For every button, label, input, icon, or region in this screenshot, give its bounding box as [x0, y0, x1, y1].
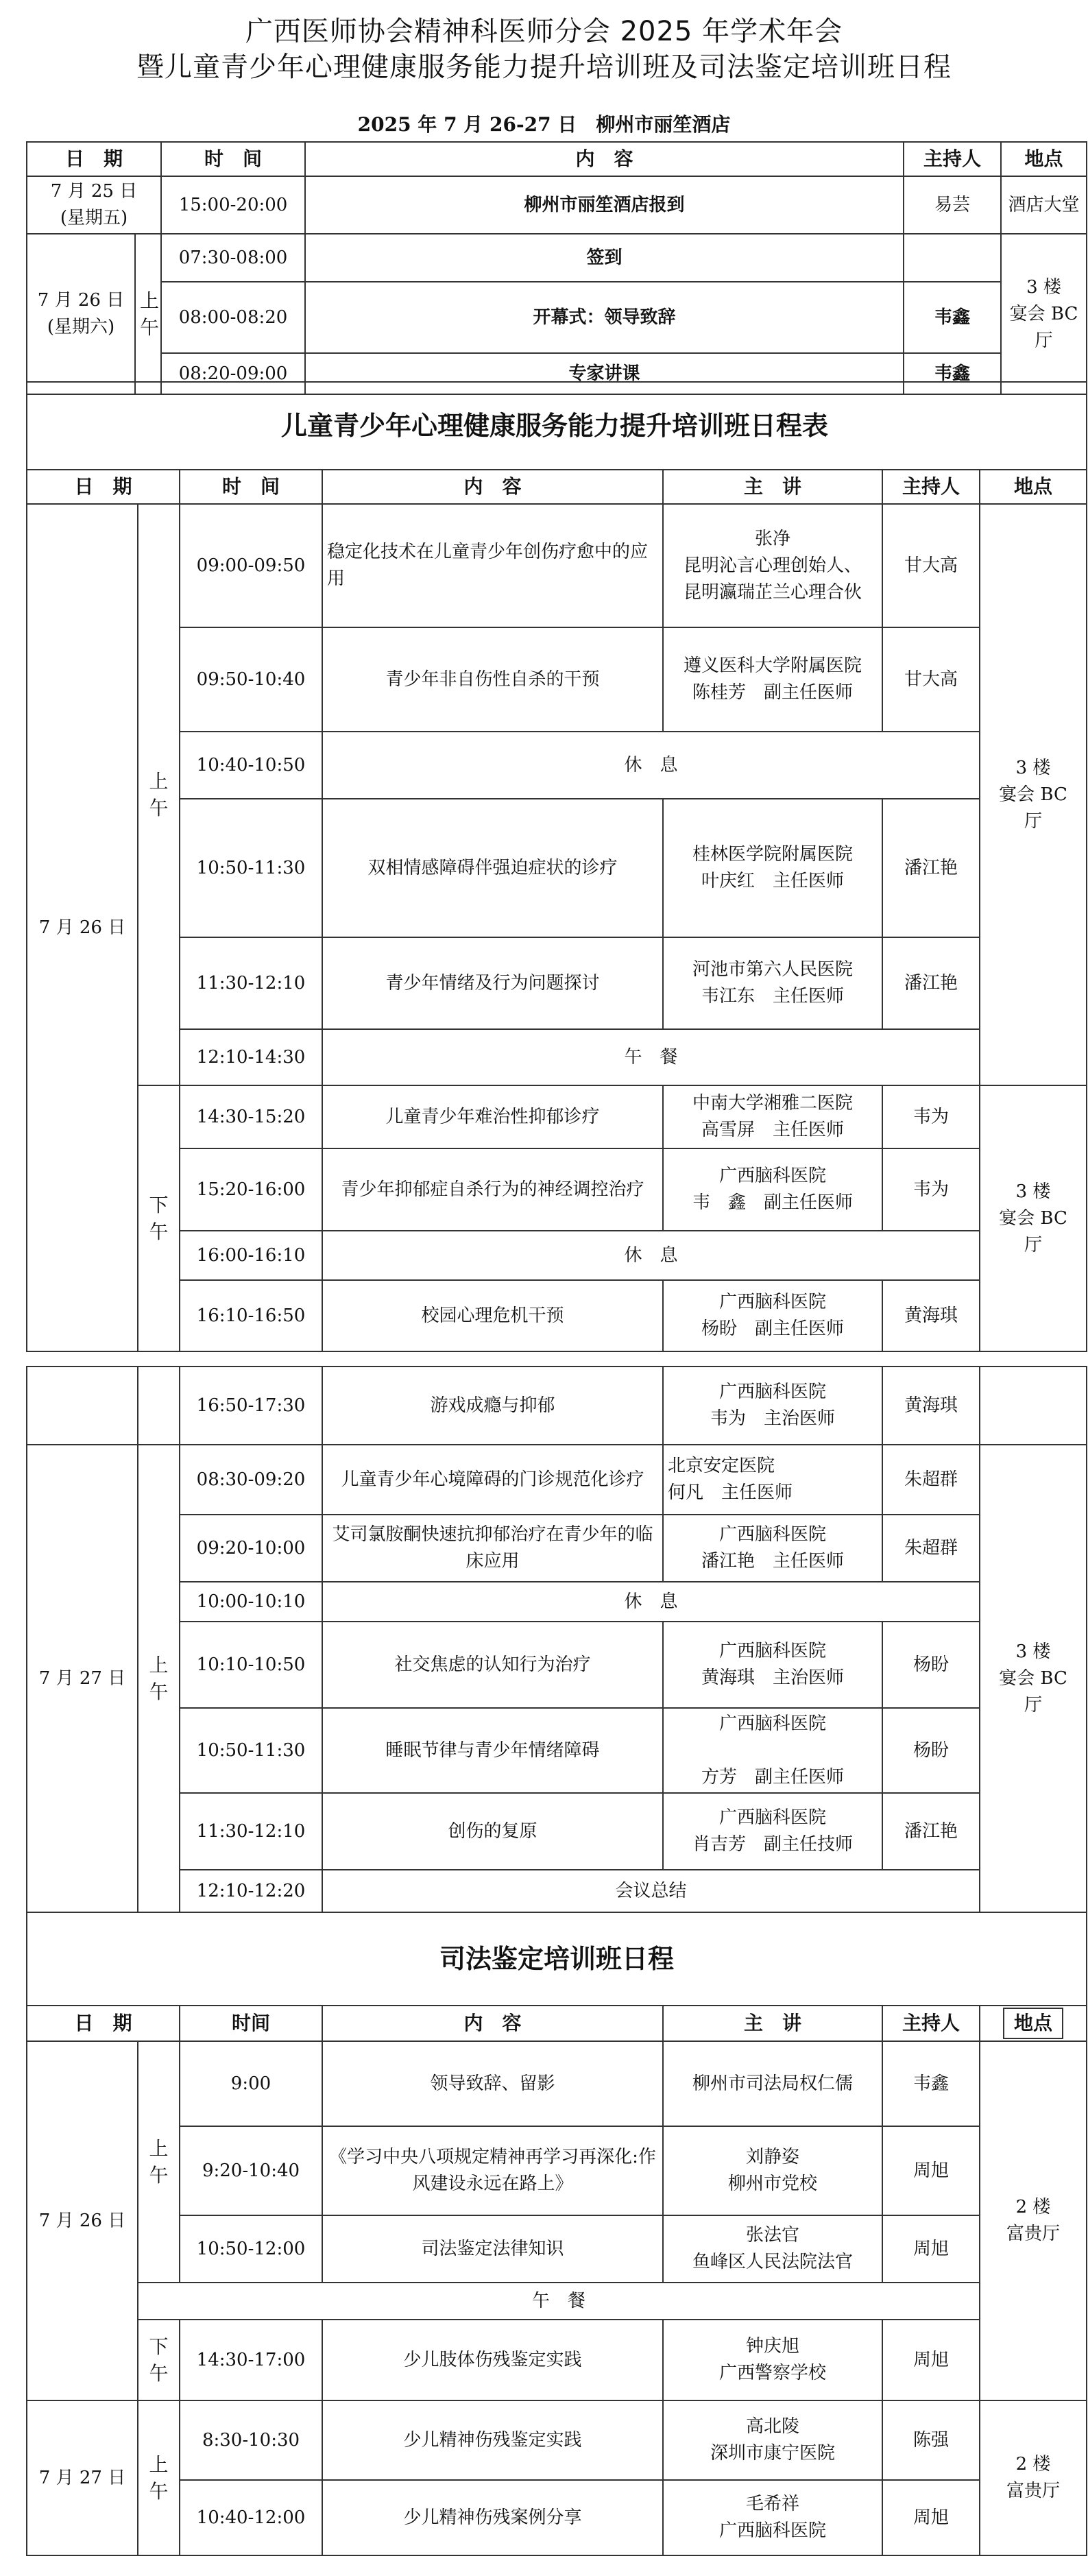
speaker-cell: 广西脑科医院 方芳 副主任医师 [663, 1708, 882, 1793]
date-cell: 7 月 27 日 [27, 2400, 138, 2555]
table-row [27, 1582, 1087, 1622]
host-cell: 甘大高 [882, 627, 980, 732]
content-cell: 青少年情绪及行为问题探讨 [322, 937, 663, 1029]
content-cell: 艾司氯胺酮快速抗抑郁治疗在青少年的临床应用 [322, 1515, 663, 1582]
content-cell: 儿童青少年心境障碍的门诊规范化诊疗 [322, 1445, 663, 1515]
lunch-cell: 午 餐 [322, 1029, 980, 1085]
time-cell: 15:20-16:00 [180, 1148, 322, 1231]
col-header-speaker: 主 讲 [663, 470, 882, 504]
table-row [27, 627, 1087, 732]
host-cell: 甘大高 [882, 504, 980, 627]
col-header-venue: 地点 [1001, 142, 1087, 176]
date-cell: 7 月 26 日 (星期六) [27, 234, 135, 394]
speaker-cell: 钟庆旭 广西警察学校 [663, 2320, 882, 2400]
table-header-row [27, 142, 1087, 176]
content-cell: 司法鉴定法律知识 [322, 2215, 663, 2283]
table-header-row [27, 470, 1087, 504]
table-row [27, 2126, 1087, 2215]
col-header-date: 日 期 [27, 470, 180, 504]
host-cell: 周旭 [882, 2480, 980, 2555]
col-header-host: 主持人 [882, 2006, 980, 2041]
time-cell: 10:40-10:50 [180, 732, 322, 799]
time-cell: 9:20-10:40 [180, 2126, 322, 2215]
time-cell: 16:50-17:30 [180, 1367, 322, 1445]
col-header-time: 时间 [180, 2006, 322, 2041]
period-cell [138, 1367, 180, 1445]
speaker-cell: 广西脑科医院 韦为 主治医师 [663, 1367, 882, 1445]
time-cell: 08:00-08:20 [161, 282, 305, 353]
youth-schedule-table [26, 381, 1087, 1352]
col-header-time: 时 间 [161, 142, 305, 176]
table-row [27, 2400, 1087, 2480]
table-row [27, 1029, 1087, 1085]
col-header-content: 内 容 [322, 470, 663, 504]
table-row [27, 1708, 1087, 1793]
host-cell: 韦鑫 [904, 353, 1001, 394]
venue-cell: 酒店大堂 [1001, 176, 1087, 234]
table-row [27, 1280, 1087, 1351]
content-cell: 签到 [305, 234, 904, 282]
table-row [27, 1085, 1087, 1148]
content-cell: 专家讲课 [305, 353, 904, 394]
col-header-date: 日 期 [27, 2006, 180, 2041]
speaker-cell: 河池市第六人民医院 韦江东 主任医师 [663, 937, 882, 1029]
speaker-cell: 柳州市司法局权仁儒 [663, 2041, 882, 2126]
table-row [27, 2041, 1087, 2126]
speaker-cell: 广西脑科医院 黄海琪 主治医师 [663, 1622, 882, 1708]
time-cell: 10:40-12:00 [180, 2480, 322, 2555]
period-cell: 下 午 [138, 1085, 180, 1351]
speaker-cell: 广西脑科医院 肖吉芳 副主任技师 [663, 1793, 882, 1870]
table-row [27, 1148, 1087, 1231]
opening-schedule-table [26, 141, 1087, 395]
break-cell: 休 息 [322, 732, 980, 799]
host-cell: 韦为 [882, 1085, 980, 1148]
section-title-row [27, 1912, 1087, 2006]
col-header-content: 内 容 [305, 142, 904, 176]
speaker-cell: 广西脑科医院 杨盼 副主任医师 [663, 1280, 882, 1351]
content-cell: 领导致辞、留影 [322, 2041, 663, 2126]
content-cell: 青少年抑郁症自杀行为的神经调控治疗 [322, 1148, 663, 1231]
content-cell: 《学习中央八项规定精神再学习再深化:作风建设永远在路上》 [322, 2126, 663, 2215]
venue-cell: 3 楼 宴会 BC 厅 [980, 1445, 1087, 1912]
content-cell: 青少年非自伤性自杀的干预 [322, 627, 663, 732]
subtitle-date-venue: 2025 年 7 月 26-27 日 柳州市丽笙酒店 [357, 113, 731, 136]
speaker-cell: 桂林医学院附属医院 叶庆红 主任医师 [663, 799, 882, 937]
date-cell: 7 月 25 日 (星期五) [27, 176, 161, 234]
table-row [27, 1367, 1087, 1445]
venue-cell: 2 楼 富贵厅 [980, 2400, 1087, 2555]
host-cell: 陈强 [882, 2400, 980, 2480]
period-cell: 上 午 [138, 2041, 180, 2283]
content-cell: 稳定化技术在儿童青少年创伤疗愈中的应用 [322, 504, 663, 627]
speaker-cell: 广西脑科医院 韦 鑫 副主任医师 [663, 1148, 882, 1231]
content-cell: 少儿肢体伤残鉴定实践 [322, 2320, 663, 2400]
col-header-date: 日 期 [27, 142, 161, 176]
table-row [27, 1622, 1087, 1708]
time-cell: 16:00-16:10 [180, 1231, 322, 1280]
host-cell: 韦鑫 [882, 2041, 980, 2126]
date-cell: 7 月 26 日 [27, 504, 138, 1351]
time-cell: 11:30-12:10 [180, 1793, 322, 1870]
venue-cell: 3 楼 宴会 BC 厅 [1001, 234, 1087, 394]
speaker-cell: 张净 昆明沁言心理创始人、 昆明瀛瑞芷兰心理合伙 [663, 504, 882, 627]
youth-schedule-table-continued [26, 1366, 1087, 2556]
table-row [27, 1515, 1087, 1582]
col-header-venue: 地点 [980, 470, 1087, 504]
speaker-cell: 广西脑科医院 潘江艳 主任医师 [663, 1515, 882, 1582]
page-title-line-2: 暨儿童青少年心理健康服务能力提升培训班及司法鉴定培训班日程 [136, 51, 952, 83]
table-row [27, 937, 1087, 1029]
speaker-cell: 遵义医科大学附属医院 陈桂芳 副主任医师 [663, 627, 882, 732]
content-cell: 双相情感障碍伴强迫症状的诊疗 [322, 799, 663, 937]
speaker-cell: 毛希祥 广西脑科医院 [663, 2480, 882, 2555]
section-title-row [27, 382, 1087, 470]
table-row [27, 1231, 1087, 1280]
table-row [27, 732, 1087, 799]
section-title: 儿童青少年心理健康服务能力提升培训班日程表 [27, 382, 1087, 470]
time-cell: 08:20-09:00 [161, 353, 305, 394]
period-cell: 上 午 [138, 2400, 180, 2555]
content-cell: 儿童青少年难治性抑郁诊疗 [322, 1085, 663, 1148]
host-cell: 潘江艳 [882, 1793, 980, 1870]
time-cell: 10:50-11:30 [180, 799, 322, 937]
col-header-host: 主持人 [904, 142, 1001, 176]
table-row [27, 176, 1087, 234]
venue-cell: 2 楼 富贵厅 [980, 2041, 1087, 2400]
content-cell: 开幕式：领导致辞 [305, 282, 904, 353]
host-cell: 韦鑫 [904, 282, 1001, 353]
time-cell: 14:30-17:00 [180, 2320, 322, 2400]
time-cell: 16:10-16:50 [180, 1280, 322, 1351]
content-cell: 睡眠节律与青少年情绪障碍 [322, 1708, 663, 1793]
col-header-speaker: 主 讲 [663, 2006, 882, 2041]
host-cell: 黄海琪 [882, 1367, 980, 1445]
content-cell: 游戏成瘾与抑郁 [322, 1367, 663, 1445]
host-cell: 杨盼 [882, 1622, 980, 1708]
col-header-content: 内 容 [322, 2006, 663, 2041]
time-cell: 8:30-10:30 [180, 2400, 322, 2480]
table-header-row [27, 2006, 1087, 2041]
date-cell: 7 月 26 日 [27, 2041, 138, 2400]
time-cell: 09:00-09:50 [180, 504, 322, 627]
host-cell: 周旭 [882, 2126, 980, 2215]
period-cell: 上午 [135, 234, 161, 394]
col-header-host: 主持人 [882, 470, 980, 504]
table-row [27, 234, 1087, 282]
table-row [27, 504, 1087, 627]
period-cell: 下 午 [138, 2320, 180, 2400]
col-header-time: 时 间 [180, 470, 322, 504]
table-row [27, 1445, 1087, 1515]
host-cell: 周旭 [882, 2215, 980, 2283]
date-cell [27, 1367, 138, 1445]
venue-cell: 3 楼 宴会 BC 厅 [980, 504, 1087, 1085]
break-cell: 休 息 [322, 1582, 980, 1622]
host-cell: 杨盼 [882, 1708, 980, 1793]
break-cell: 休 息 [322, 1231, 980, 1280]
period-cell: 上 午 [138, 1445, 180, 1912]
venue-cell [980, 1367, 1087, 1445]
time-cell: 11:30-12:10 [180, 937, 322, 1029]
venue-header-label: 地点 [1003, 2008, 1063, 2039]
time-cell: 09:50-10:40 [180, 627, 322, 732]
table-row [27, 282, 1087, 353]
col-header-venue [980, 2006, 1087, 2041]
time-cell: 10:50-12:00 [180, 2215, 322, 2283]
content-cell: 创伤的复原 [322, 1793, 663, 1870]
host-cell: 黄海琪 [882, 1280, 980, 1351]
table-row [27, 2320, 1087, 2400]
time-cell: 07:30-08:00 [161, 234, 305, 282]
page-title-line-1: 广西医师协会精神科医师分会 2025 年学术年会 [245, 16, 843, 47]
table-row [27, 2283, 1087, 2320]
summary-cell: 会议总结 [322, 1870, 980, 1912]
table-row [27, 799, 1087, 937]
time-cell: 12:10-14:30 [180, 1029, 322, 1085]
time-cell: 12:10-12:20 [180, 1870, 322, 1912]
host-cell [904, 234, 1001, 282]
host-cell: 潘江艳 [882, 937, 980, 1029]
venue-cell: 3 楼 宴会 BC 厅 [980, 1085, 1087, 1351]
time-cell: 10:50-11:30 [180, 1708, 322, 1793]
content-cell: 少儿精神伤残案例分享 [322, 2480, 663, 2555]
period-cell: 上 午 [138, 504, 180, 1085]
time-cell: 15:00-20:00 [161, 176, 305, 234]
date-cell: 7 月 27 日 [27, 1445, 138, 1912]
table-row [27, 2215, 1087, 2283]
time-cell: 08:30-09:20 [180, 1445, 322, 1515]
time-cell: 10:10-10:50 [180, 1622, 322, 1708]
content-cell: 社交焦虑的认知行为治疗 [322, 1622, 663, 1708]
speaker-cell: 高北陵 深圳市康宁医院 [663, 2400, 882, 2480]
speaker-cell: 张法官 鱼峰区人民法院法官 [663, 2215, 882, 2283]
speaker-cell: 刘静姿 柳州市党校 [663, 2126, 882, 2215]
host-cell: 韦为 [882, 1148, 980, 1231]
speaker-cell: 中南大学湘雅二医院 高雪屏 主任医师 [663, 1085, 882, 1148]
host-cell: 朱超群 [882, 1445, 980, 1515]
host-cell: 周旭 [882, 2320, 980, 2400]
table-row [27, 2480, 1087, 2555]
content-cell: 少儿精神伤残鉴定实践 [322, 2400, 663, 2480]
content-cell: 校园心理危机干预 [322, 1280, 663, 1351]
time-cell: 14:30-15:20 [180, 1085, 322, 1148]
content-cell: 柳州市丽笙酒店报到 [305, 176, 904, 234]
time-cell: 9:00 [180, 2041, 322, 2126]
section-title: 司法鉴定培训班日程 [27, 1912, 1087, 2006]
table-row [27, 1793, 1087, 1870]
host-cell: 潘江艳 [882, 799, 980, 937]
lunch-cell: 午 餐 [138, 2283, 980, 2320]
table-row [27, 1870, 1087, 1912]
time-cell: 09:20-10:00 [180, 1515, 322, 1582]
time-cell: 10:00-10:10 [180, 1582, 322, 1622]
host-cell: 朱超群 [882, 1515, 980, 1582]
speaker-cell: 北京安定医院 何凡 主任医师 [663, 1445, 882, 1515]
host-cell: 易芸 [904, 176, 1001, 234]
